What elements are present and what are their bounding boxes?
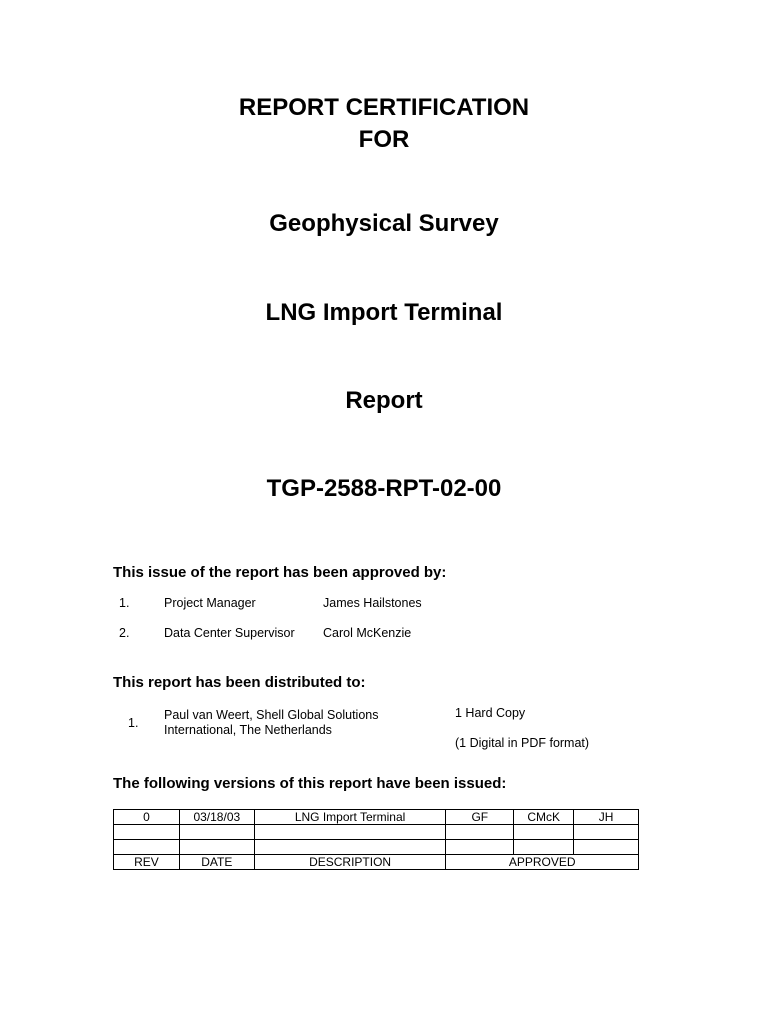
approval-heading: This issue of the report has been approved by:: [113, 564, 447, 581]
date-cell: 03/18/03: [179, 810, 254, 825]
empty-cell: [514, 825, 574, 840]
table-footer-row: [114, 855, 639, 870]
empty-cell: [179, 825, 254, 840]
versions-heading: The following versions of this report have been issued:: [113, 775, 507, 792]
empty-cell: [446, 840, 514, 855]
report-title-line1: REPORT CERTIFICATION: [238, 94, 530, 121]
approver-1-cell: GF: [446, 810, 514, 825]
empty-cell: [254, 840, 446, 855]
empty-cell: [254, 825, 446, 840]
rev-header: REV: [114, 855, 180, 870]
distribution-recipient-line1: Paul van Weert, Shell Global Solutions: [164, 708, 379, 722]
distribution-copy-digital: (1 Digital in PDF format): [455, 736, 590, 750]
distribution-row-number: 1.: [128, 716, 139, 730]
approval-row-2-name: Carol McKenzie: [323, 626, 412, 640]
approval-row-1-name: James Hailstones: [323, 596, 422, 610]
approval-row-1-role: Project Manager: [164, 596, 256, 610]
empty-cell: [574, 825, 639, 840]
empty-cell: [574, 840, 639, 855]
report-title-line2: FOR: [358, 126, 410, 153]
table-row: [114, 810, 639, 825]
approval-row-1-number: 1.: [119, 596, 130, 610]
project-name: LNG Import Terminal: [265, 299, 503, 326]
approved-header: APPROVED: [446, 855, 639, 870]
date-header: DATE: [179, 855, 254, 870]
distribution-copy-hard: 1 Hard Copy: [455, 706, 526, 720]
empty-cell: [179, 840, 254, 855]
empty-cell: [446, 825, 514, 840]
approver-2-cell: CMcK: [514, 810, 574, 825]
approval-row-2-role: Data Center Supervisor: [164, 626, 295, 640]
approver-3-cell: JH: [574, 810, 639, 825]
table-row: [114, 825, 639, 840]
distribution-heading: This report has been distributed to:: [113, 674, 366, 691]
description-header: DESCRIPTION: [254, 855, 446, 870]
rev-cell: 0: [114, 810, 180, 825]
document-number: TGP-2588-RPT-02-00: [266, 475, 502, 502]
empty-cell: [114, 825, 180, 840]
table-row: [114, 840, 639, 855]
document-type: Report: [345, 387, 423, 414]
approval-row-2-number: 2.: [119, 626, 130, 640]
empty-cell: [514, 840, 574, 855]
description-cell: LNG Import Terminal: [254, 810, 446, 825]
report-subject: Geophysical Survey: [269, 210, 499, 237]
versions-table: [113, 809, 639, 870]
distribution-recipient-line2: International, The Netherlands: [164, 723, 332, 737]
empty-cell: [114, 840, 180, 855]
